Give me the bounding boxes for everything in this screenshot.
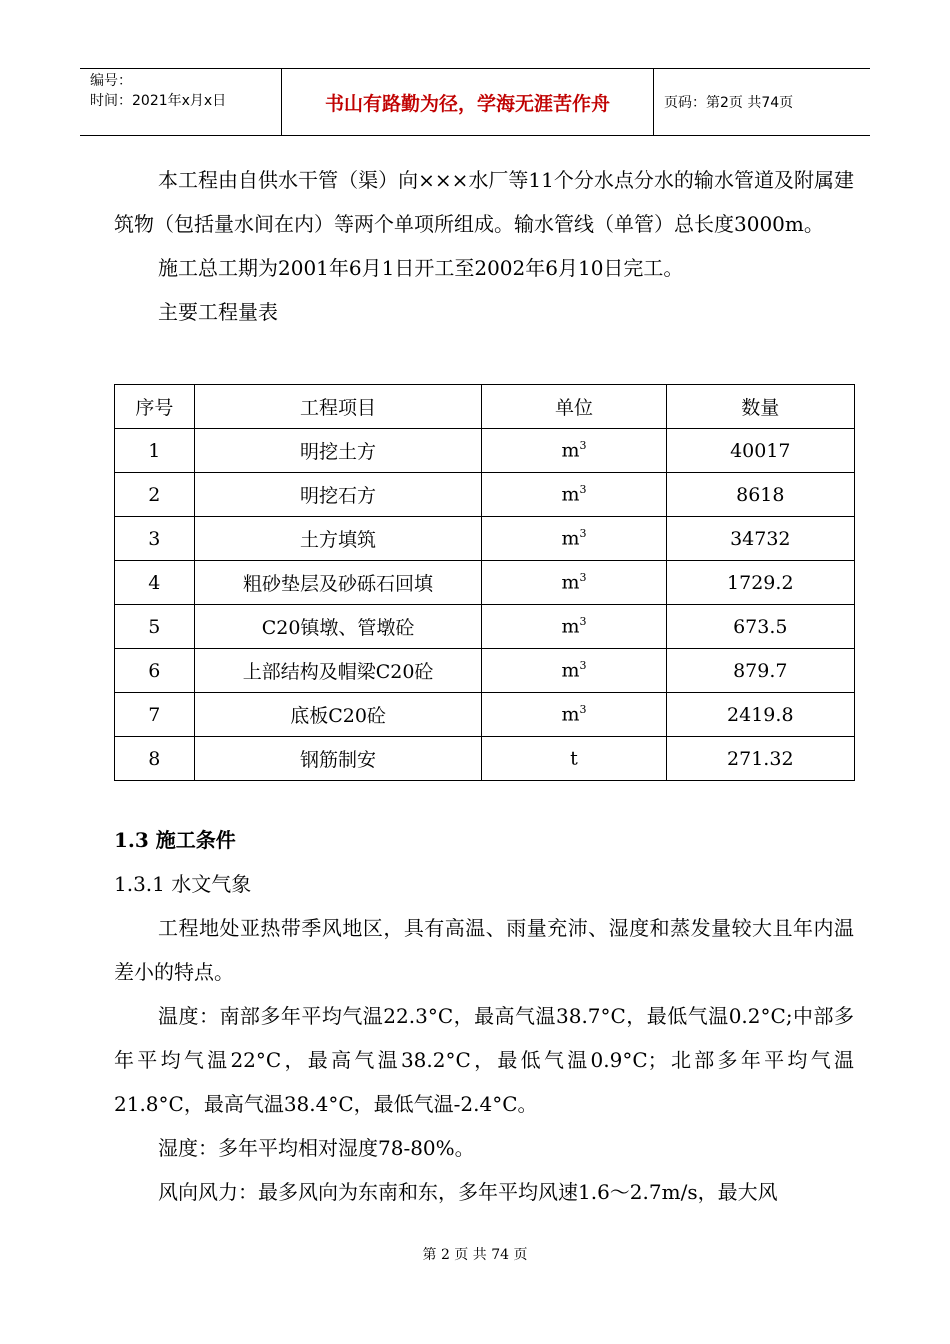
row-index: 4 bbox=[115, 561, 195, 605]
unit-exponent: 3 bbox=[579, 527, 587, 541]
row-index: 1 bbox=[115, 429, 195, 473]
table-row bbox=[115, 693, 855, 737]
table-row bbox=[115, 517, 855, 561]
row-quantity: 2419.8 bbox=[666, 693, 854, 737]
row-index: 6 bbox=[115, 649, 195, 693]
row-index: 8 bbox=[115, 737, 195, 781]
unit-text: t bbox=[570, 747, 578, 770]
table-header-row bbox=[115, 385, 855, 429]
row-unit bbox=[482, 561, 666, 605]
page-header bbox=[80, 68, 870, 136]
unit-exponent: 3 bbox=[579, 439, 587, 453]
row-unit bbox=[482, 429, 666, 473]
header-meta bbox=[80, 69, 282, 135]
row-item: 明挖土方 bbox=[194, 429, 482, 473]
row-unit bbox=[482, 737, 666, 781]
weather-section bbox=[114, 906, 854, 1214]
unit-text: m bbox=[561, 439, 580, 462]
weather-paragraph: 风向风力：最多风向为东南和东，多年平均风速1.6～2.7m/s，最大风 bbox=[158, 1180, 778, 1204]
weather-paragraph: 温度：南部多年平均气温22.3°C，最高气温38.7°C，最低气温0.2°C;中部多年平均气温22°C，最高气温38.2°C，最低气温0.9°C；北部多年平均气温21.8°C，最高气温38.4°C，最低气温-2.4°C。 bbox=[114, 1004, 854, 1116]
intro-section bbox=[114, 158, 854, 334]
row-unit bbox=[482, 517, 666, 561]
page-footer: 第 2 页 共 74 页 bbox=[422, 1247, 528, 1263]
unit-text: m bbox=[561, 615, 580, 638]
header-motto: 书山有路勤为径，学海无涯苦作舟 bbox=[282, 69, 654, 135]
row-quantity: 271.32 bbox=[666, 737, 854, 781]
row-quantity: 879.7 bbox=[666, 649, 854, 693]
weather-paragraph: 湿度：多年平均相对湿度78-80%。 bbox=[158, 1136, 475, 1160]
table-row bbox=[115, 605, 855, 649]
unit-text: m bbox=[561, 571, 580, 594]
row-item: 土方填筑 bbox=[194, 517, 482, 561]
row-quantity: 40017 bbox=[666, 429, 854, 473]
row-quantity: 673.5 bbox=[666, 605, 854, 649]
row-item: 上部结构及帽梁C20砼 bbox=[194, 649, 482, 693]
quantity-table bbox=[114, 384, 855, 781]
row-item: 钢筋制安 bbox=[194, 737, 482, 781]
unit-exponent: 3 bbox=[579, 615, 587, 629]
table-row bbox=[115, 429, 855, 473]
table-title: 主要工程量表 bbox=[158, 300, 278, 324]
row-quantity: 34732 bbox=[666, 517, 854, 561]
section-heading: 1.3 施工条件 bbox=[114, 828, 236, 852]
table-header-cell: 工程项目 bbox=[194, 385, 482, 429]
row-index: 7 bbox=[115, 693, 195, 737]
table-row bbox=[115, 473, 855, 517]
row-unit bbox=[482, 473, 666, 517]
row-unit bbox=[482, 649, 666, 693]
header-page-info: 页码：第2页 共74页 bbox=[664, 95, 794, 111]
row-quantity: 1729.2 bbox=[666, 561, 854, 605]
row-item: 底板C20砼 bbox=[194, 693, 482, 737]
row-index: 2 bbox=[115, 473, 195, 517]
row-unit bbox=[482, 693, 666, 737]
table-row bbox=[115, 561, 855, 605]
date-label: 时间：2021年x月x日 bbox=[90, 93, 227, 109]
subsection-heading: 1.3.1 水文气象 bbox=[114, 872, 252, 896]
unit-text: m bbox=[561, 527, 580, 550]
unit-exponent: 3 bbox=[579, 659, 587, 673]
row-quantity: 8618 bbox=[666, 473, 854, 517]
unit-text: m bbox=[561, 659, 580, 682]
row-index: 3 bbox=[115, 517, 195, 561]
table-header-cell: 数量 bbox=[666, 385, 854, 429]
intro-paragraph: 施工总工期为2001年6月1日开工至2002年6月10日完工。 bbox=[158, 256, 684, 280]
row-unit bbox=[482, 605, 666, 649]
unit-exponent: 3 bbox=[579, 571, 587, 585]
doc-number-label: 编号： bbox=[90, 73, 132, 89]
unit-exponent: 3 bbox=[579, 483, 587, 497]
unit-text: m bbox=[561, 483, 580, 506]
row-item: C20镇墩、管墩砼 bbox=[194, 605, 482, 649]
unit-exponent: 3 bbox=[579, 703, 587, 717]
table-header-cell: 序号 bbox=[115, 385, 195, 429]
table-header-cell: 单位 bbox=[482, 385, 666, 429]
table-row bbox=[115, 737, 855, 781]
table-row bbox=[115, 649, 855, 693]
row-index: 5 bbox=[115, 605, 195, 649]
row-item: 粗砂垫层及砂砾石回填 bbox=[194, 561, 482, 605]
unit-text: m bbox=[561, 703, 580, 726]
row-item: 明挖石方 bbox=[194, 473, 482, 517]
intro-paragraph: 本工程由自供水干管（渠）向×××水厂等11个分水点分水的输水管道及附属建筑物（包括量水间在内）等两个单项所组成。输水管线（单管）总长度3000m。 bbox=[114, 168, 854, 236]
weather-paragraph: 工程地处亚热带季风地区，具有高温、雨量充沛、湿度和蒸发量较大且年内温差小的特点。 bbox=[114, 916, 854, 984]
